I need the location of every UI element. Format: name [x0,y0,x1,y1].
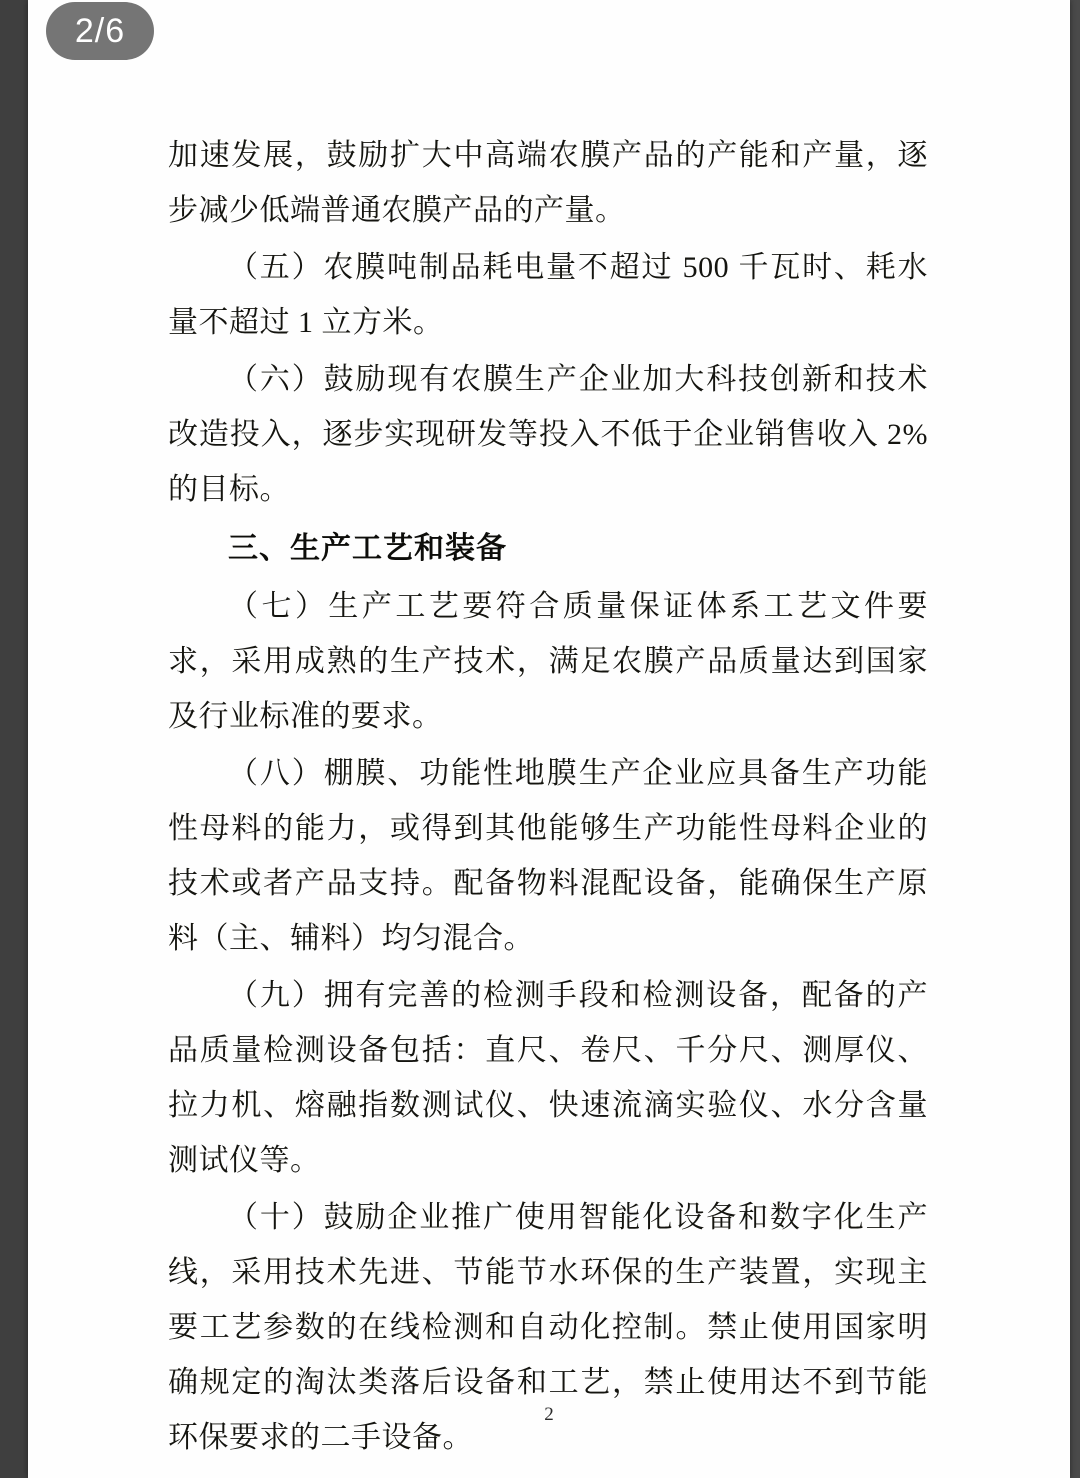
paragraph-item-6: （六）鼓励现有农膜生产企业加大科技创新和技术改造投入，逐步实现研发等投入不低于企业销售收入 2%的目标。 [168,363,928,506]
viewer-left-gutter [0,0,28,1478]
vertical-scrollbar[interactable] [1074,0,1080,1478]
paragraph-item-10: （十）鼓励企业推广使用智能化设备和数字化生产线，采用技术先进、节能节水环保的生产装置，实现主要工艺参数的在线检测和自动化控制。禁止使用国家明确规定的淘汰类落后设备和工艺，禁止使用达不到节能环保要求的二手设备。 [168,1201,928,1454]
paragraph-item-8: （八）棚膜、功能性地膜生产企业应具备生产功能性母料的能力，或得到其他能够生产功能性母料企业的技术或者产品支持。配备物料混配设备，能确保生产原料（主、辅料）均匀混合。 [168,757,928,955]
page-content [28,0,1070,1478]
page-indicator-badge: 2/6 [46,2,154,60]
paragraph-continued: 加速发展，鼓励扩大中高端农膜产品的产能和产量，逐步减少低端普通农膜产品的产量。 [168,139,928,227]
paragraph-item-9: （九）拥有完善的检测手段和检测设备，配备的产品质量检测设备包括：直尺、卷尺、千分尺、测厚仪、拉力机、熔融指数测试仪、快速流滴实验仪、水分含量测试仪等。 [168,979,928,1177]
section-heading-3: 三、生产工艺和装备 [228,532,507,565]
page-footer-number: 2 [544,1404,554,1425]
paragraph-item-5: （五）农膜吨制品耗电量不超过 500 千瓦时、耗水量不超过 1 立方米。 [168,251,928,339]
document-page[interactable] [28,0,1070,1478]
scrollbar-thumb[interactable] [1074,180,1080,480]
paragraph-item-7: （七）生产工艺要符合质量保证体系工艺文件要求，采用成熟的生产技术，满足农膜产品质量达到国家及行业标准的要求。 [168,590,928,733]
document-text-body [168,128,928,1467]
